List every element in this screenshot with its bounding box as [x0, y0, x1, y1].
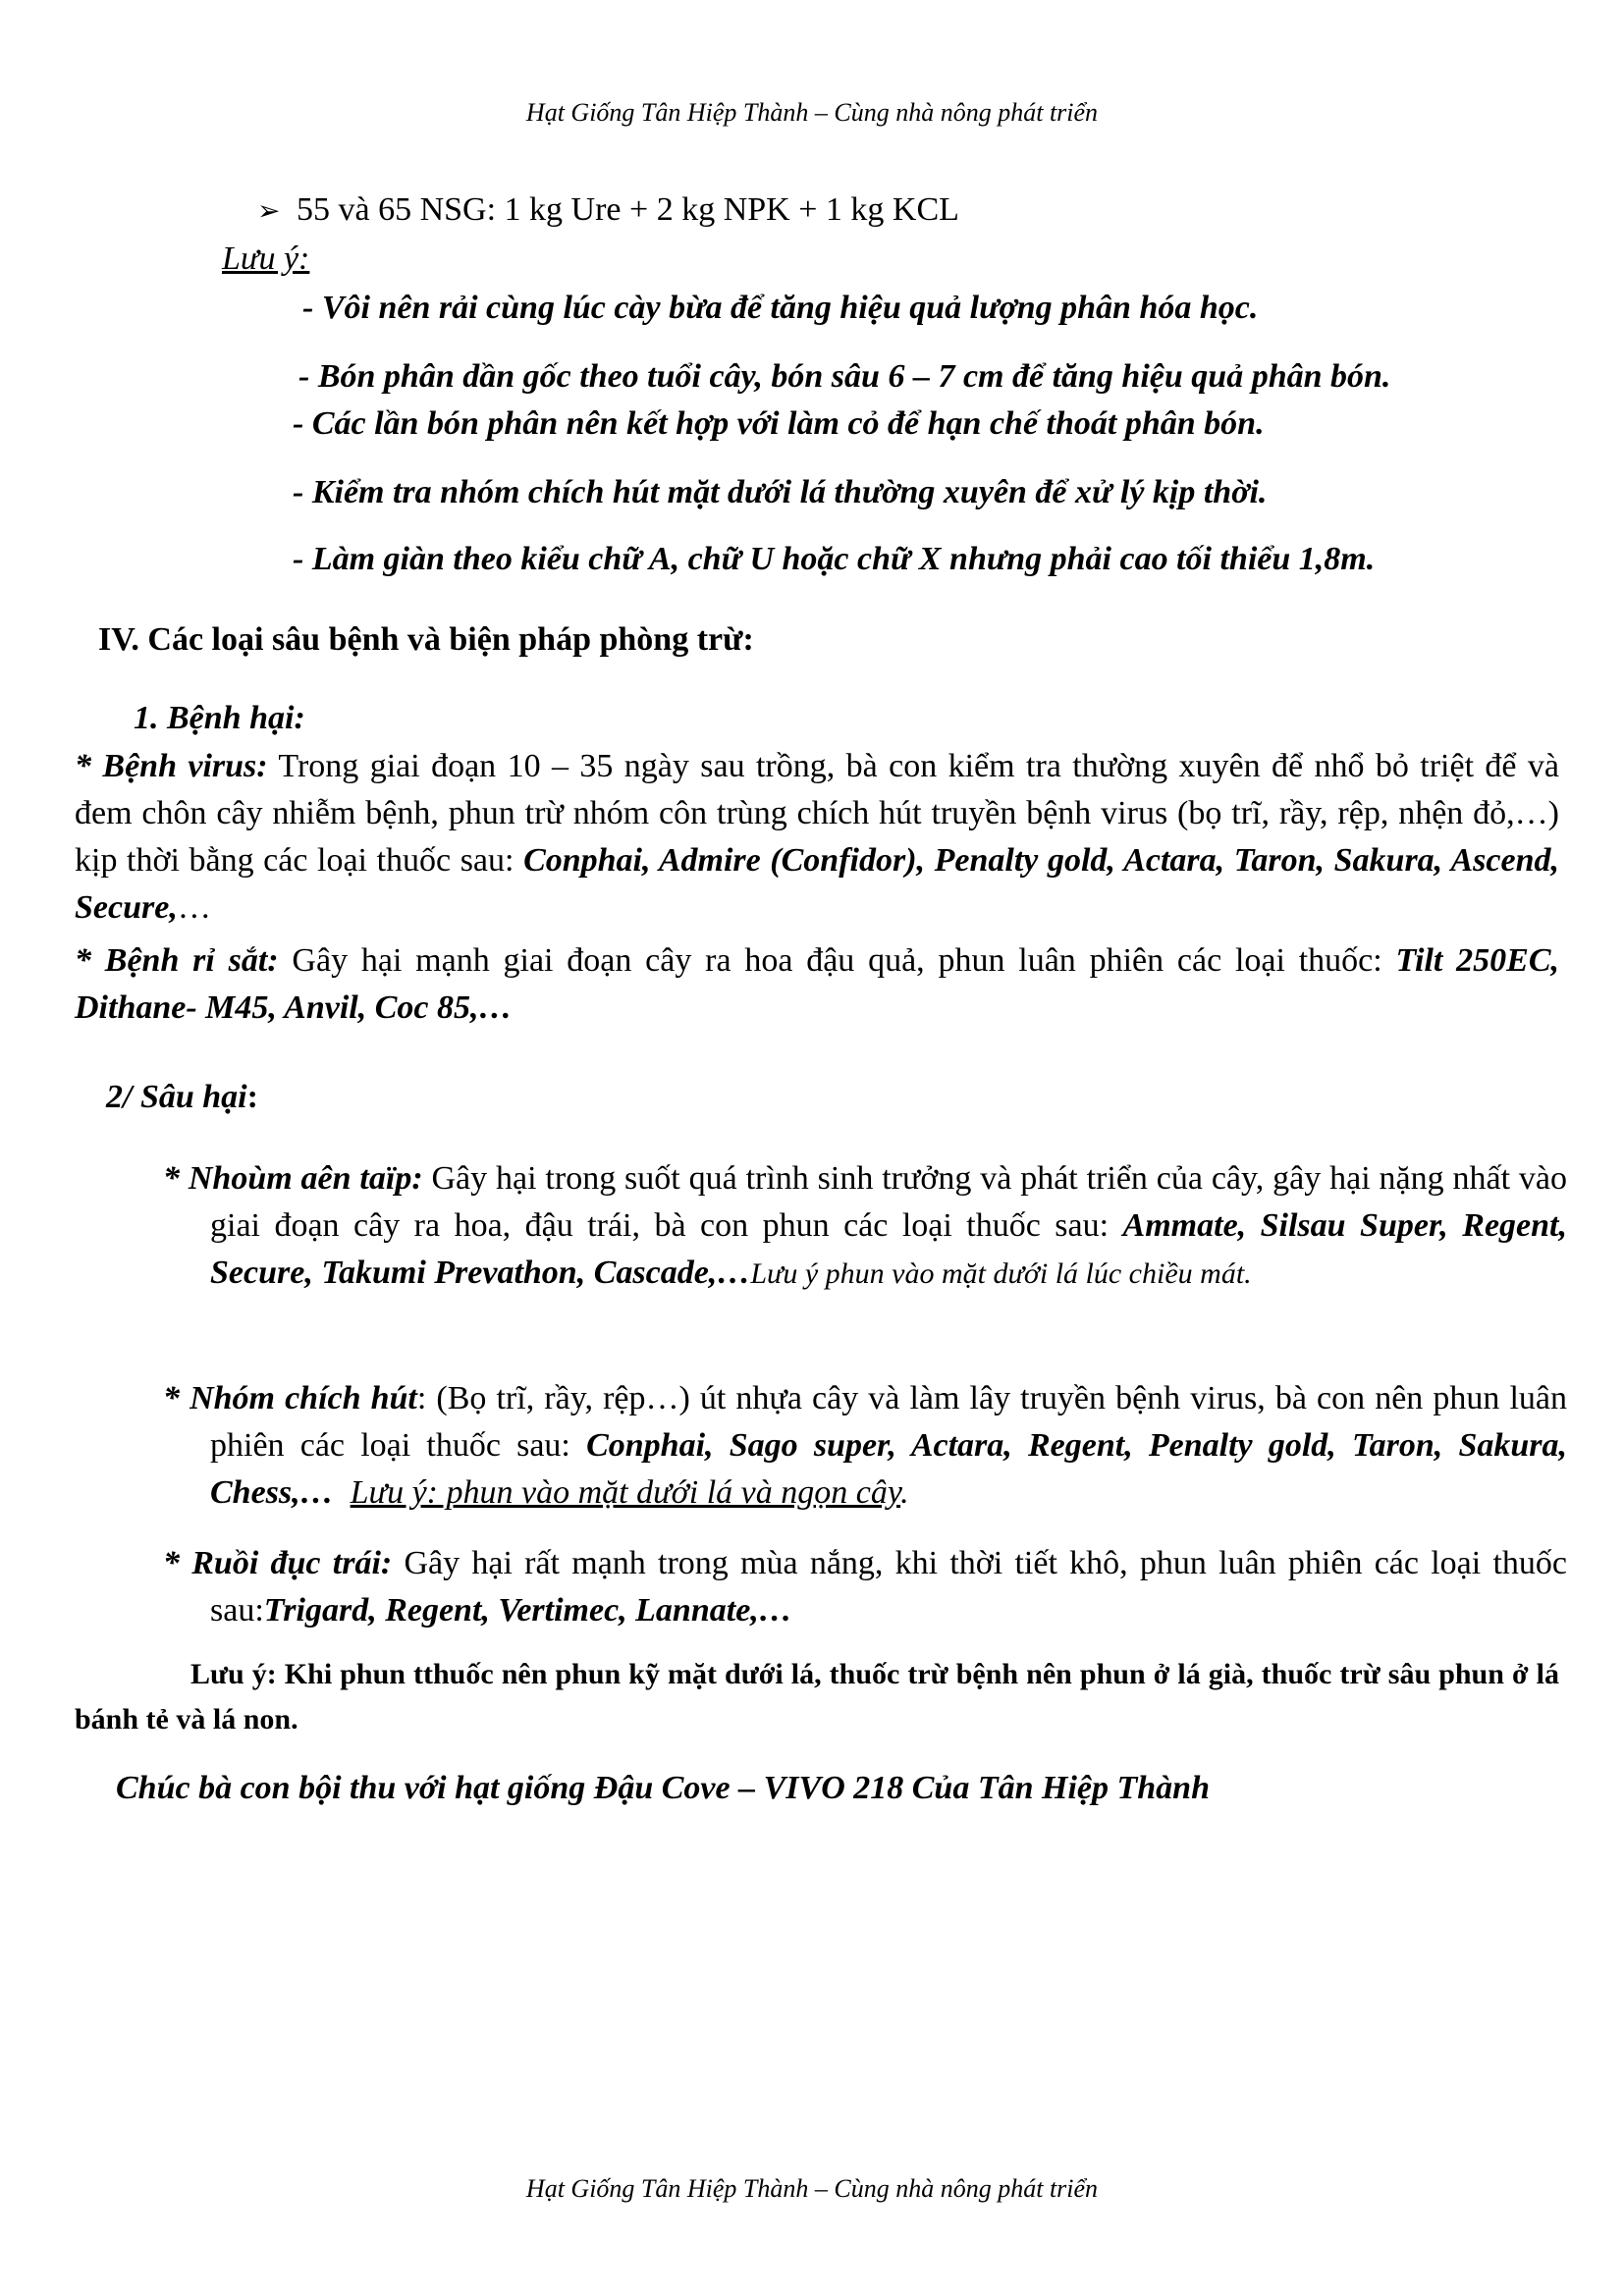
virus-tail: …	[177, 889, 211, 926]
disease-virus-paragraph	[75, 743, 1559, 932]
page-header: Hạt Giống Tân Hiệp Thành – Cùng nhà nông phát triển	[525, 98, 1099, 127]
note-label: Lưu ý:	[222, 240, 310, 277]
suckers-text: : (Bọ trĩ, rầy, rệp…) út nhựa cây và làm lây truyền bệnh virus, bà con nên phun luân phiên các loại thuốc sau:	[210, 1380, 1567, 1464]
note-item-2: - Bón phân dần gốc theo tuổi cây, bón sâu 6 – 7 cm để tăng hiệu quả phân bón.	[298, 358, 1391, 395]
eaters-drugs: Ammate, Silsau Super, Regent, Secure, Takumi Prevathon, Cascade,…	[210, 1207, 1567, 1291]
suckers-note: Lưu ý: phun vào mặt dưới lá và ngọn cây	[350, 1474, 901, 1511]
pests-suckers-paragraph	[163, 1375, 1567, 1517]
suckers-drugs: Conphai, Sago super, Actara, Regent, Penalty gold, Taron, Sakura, Chess,…	[210, 1427, 1568, 1511]
fertilizer-line	[257, 187, 959, 234]
rust-text: Gây hại mạnh giai đoạn cây ra hoa đậu quả, phun luân phiên các loại thuốc:	[278, 942, 1396, 979]
final-note: Lưu ý: Khi phun tthuốc nên phun kỹ mặt dưới lá, thuốc trừ bệnh nên phun ở lá già, thuốc trừ sâu phun ở lá bánh tẻ và lá non.	[75, 1658, 1559, 1735]
suckers-note-end: .	[900, 1474, 909, 1511]
pests-eaters-paragraph	[163, 1155, 1567, 1298]
pests-heading	[106, 1075, 258, 1120]
rust-label: * Bệnh rỉ sắt:	[75, 942, 279, 979]
arrow-bullet-icon: ➢	[257, 194, 281, 227]
pests-fruitfly-paragraph	[163, 1540, 1567, 1634]
eaters-label: * Nhoùm aên taïp:	[163, 1160, 423, 1197]
closing-line: Chúc bà con bội thu với hạt giống Đậu Cove – VIVO 218 Của Tân Hiệp Thành	[116, 1770, 1210, 1806]
note-item-5: - Làm giàn theo kiểu chữ A, chữ U hoặc chữ X nhưng phải cao tối thiểu 1,8m.	[293, 541, 1376, 577]
note-item-1: - Vôi nên rải cùng lúc cày bừa để tăng hiệu quả lượng phân hóa học.	[302, 290, 1259, 326]
fruitfly-text: Gây hại rất mạnh trong mùa nắng, khi thời tiết khô, phun luân phiên các loại thuốc sau:	[210, 1545, 1567, 1629]
fertilizer-text: 55 và 65 NSG: 1 kg Ure + 2 kg NPK + 1 kg KCL	[297, 191, 959, 228]
virus-text: Trong giai đoạn 10 – 35 ngày sau trồng, bà con kiểm tra thường xuyên để nhổ bỏ triệt để và đem chôn cây nhiễm bệnh, phun trừ nhóm côn trùng chích hút truyền bệnh virus (bọ trĩ, rầy, rệp, nhện đỏ,…) kịp thời bằng các loại thuốc sau:	[75, 748, 1560, 879]
note-item-3: - Các lần bón phân nên kết hợp với làm cỏ để hạn chế thoát phân bón.	[293, 405, 1265, 442]
pests-heading-colon: :	[246, 1079, 258, 1115]
rust-drugs: Tilt 250EC, Dithane- M45, Anvil, Coc 85,…	[75, 942, 1560, 1026]
fruitfly-label: * Ruồi đục trái:	[163, 1545, 393, 1581]
suckers-label: * Nhóm chích hút	[163, 1380, 417, 1416]
pests-heading-text: 2/ Sâu hại	[106, 1079, 247, 1115]
disease-heading: 1. Bệnh hại:	[134, 700, 305, 736]
eaters-note: Lưu ý phun vào mặt dưới lá lúc chiều mát.	[750, 1257, 1252, 1290]
virus-drugs: Conphai, Admire (Confidor), Penalty gold, Actara, Taron, Sakura, Ascend, Secure,	[75, 842, 1559, 926]
page-footer: Hạt Giống Tân Hiệp Thành – Cùng nhà nông phát triển	[525, 2174, 1099, 2203]
section-title: IV. Các loại sâu bệnh và biện pháp phòng trừ:	[98, 621, 754, 658]
eaters-text: Gây hại trong suốt quá trình sinh trưởng và phát triển của cây, gây hại nặng nhất vào giai đoạn cây ra hoa, đậu trái, bà con phun các loại thuốc sau:	[210, 1160, 1567, 1244]
disease-rust-paragraph	[75, 937, 1559, 1032]
fruitfly-drugs: Trigard, Regent, Vertimec, Lannate,…	[263, 1592, 792, 1629]
virus-label: * Bệnh virus:	[75, 748, 268, 784]
note-item-4: - Kiểm tra nhóm chích hút mặt dưới lá thường xuyên để xử lý kịp thời.	[293, 474, 1268, 510]
